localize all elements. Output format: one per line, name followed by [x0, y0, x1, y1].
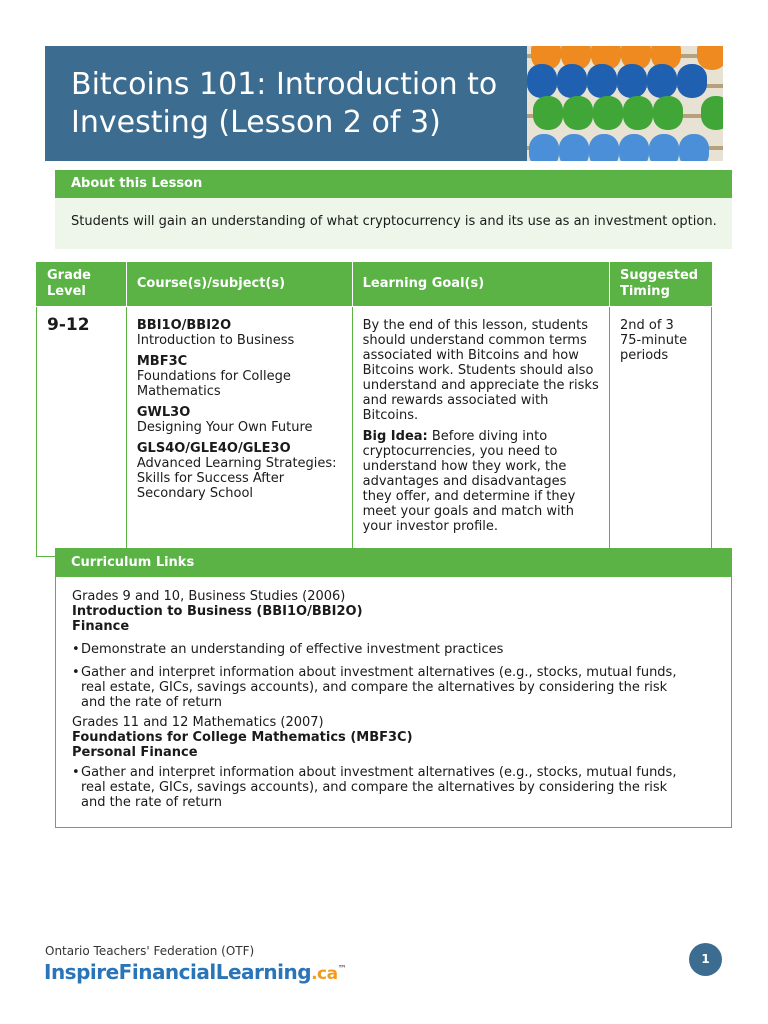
- page-number-badge: 1: [689, 943, 722, 976]
- curriculum-grades: Grades 9 and 10, Business Studies (2006): [72, 589, 346, 604]
- courses-cell: [126, 307, 352, 557]
- course-name: Foundations for College Mathematics: [136, 369, 291, 399]
- course-code: BBI1O/BBI2O: [136, 318, 232, 333]
- curriculum-links-body: [55, 577, 732, 828]
- lesson-overview-table: [36, 262, 712, 557]
- timing-line: 2nd of 3: [619, 318, 674, 333]
- course-code: MBF3C: [136, 354, 188, 369]
- about-lesson-text: Students will gain an understanding of what cryptocurrency is and its use as an investment option.: [55, 198, 732, 249]
- curriculum-strand: Personal Finance: [72, 745, 198, 760]
- big-idea-label: Big Idea:: [362, 429, 428, 444]
- lesson-header: [45, 46, 723, 161]
- brand-tm: ™: [337, 964, 347, 975]
- footer-org-name: Ontario Teachers' Federation (OTF): [45, 944, 255, 958]
- timing-line: periods: [619, 348, 669, 363]
- table-row: [37, 307, 712, 557]
- course-name: Introduction to Business: [136, 333, 295, 348]
- abacus-image: [527, 46, 723, 161]
- header-learning-goals: Learning Goal(s): [352, 262, 609, 307]
- course-code: GLS4O/GLE4O/GLE3O: [136, 441, 291, 456]
- header-grade-level: Grade Level: [37, 262, 127, 307]
- page-title: Bitcoins 101: Introduction to Investing (Lesson 2 of 3): [71, 67, 498, 140]
- curriculum-course: Foundations for College Mathematics (MBF3C): [72, 730, 413, 745]
- curriculum-strand: Finance: [72, 619, 130, 634]
- list-item: • Gather and interpret information about investment alternatives (e.g., stocks, mutual funds, real estate, GICs, savings accounts), and compare the alternatives by considering the risk and the rate of return: [72, 765, 681, 810]
- list-item: • Gather and interpret information about investment alternatives (e.g., stocks, mutual funds, real estate, GICs, savings accounts), and compare the alternatives by considering the risk and the rate of return: [72, 665, 681, 710]
- curriculum-links-heading: Curriculum Links: [55, 548, 732, 577]
- brand-inspire: InspireFinancialLearning: [44, 960, 312, 984]
- course-code: GWL3O: [136, 405, 191, 420]
- brand-ca: .ca: [311, 964, 338, 984]
- big-idea-text: Before diving into cryptocurrencies, you need to understand how they work, the advantages and disadvantages they offer, and determine if they meet your goals and match with your investor profile.: [362, 429, 576, 534]
- curriculum-course: Introduction to Business (BBI1O/BBI2O): [72, 604, 363, 619]
- grade-cell: [37, 307, 127, 557]
- learning-goals-cell: [352, 307, 609, 557]
- timing-line: 75-minute: [619, 333, 688, 348]
- header-courses: Course(s)/subject(s): [126, 262, 352, 307]
- list-item: • Demonstrate an understanding of effective investment practices: [72, 642, 715, 657]
- timing-cell: [609, 307, 711, 557]
- grade-value: 9-12: [47, 315, 90, 335]
- about-lesson-heading: About this Lesson: [55, 170, 732, 198]
- course-name: Advanced Learning Strategies: Skills for Success After Secondary School: [136, 456, 337, 501]
- curriculum-grades: Grades 11 and 12 Mathematics (2007): [72, 715, 324, 730]
- footer-brand-logo[interactable]: [44, 960, 346, 984]
- header-suggested-timing: Suggested Timing: [609, 262, 711, 307]
- table-header-row: [37, 262, 712, 307]
- course-name: Designing Your Own Future: [136, 420, 313, 435]
- learning-goal-text: By the end of this lesson, students should understand common terms associated with Bitcoins and how Bitcoins work. Students should also understand and appreciate the risks and rewards associated with Bitcoins.: [362, 318, 599, 423]
- big-idea: [363, 429, 599, 534]
